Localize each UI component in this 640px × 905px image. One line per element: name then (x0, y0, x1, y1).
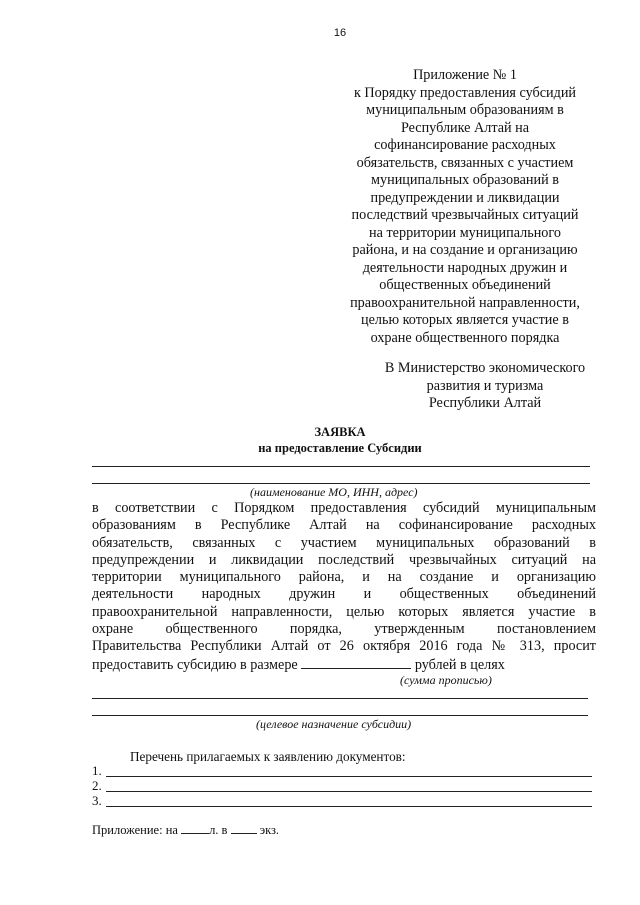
annex-line: обязательств, связанных с участием (356, 154, 574, 171)
annex-header (335, 67, 595, 347)
annex-line: последствий чрезвычайных ситуаций (351, 207, 579, 223)
annex-line: охране общественного порядка (370, 329, 560, 346)
page-number: 16 (333, 27, 347, 39)
attachment-line[interactable] (106, 806, 592, 807)
annex-line: общественных объединений (379, 277, 551, 293)
annex-line: Республике Алтай на (400, 119, 530, 136)
document-title: ЗАЯВКА (314, 425, 366, 439)
annex-line: предупреждении и ликвидации (370, 189, 560, 206)
mo-name-line-2 (92, 483, 590, 484)
body-line: Правительства Республики Алтай от 26 октября 2016 года № 313, просит (92, 638, 596, 655)
subsidy-amount-field[interactable] (301, 656, 411, 669)
appendix-line (92, 822, 279, 838)
appendix-mid: л. в (209, 823, 228, 837)
annex-line: муниципальным образованиям в (366, 102, 564, 118)
body-line: деятельности народных дружин и общественных объединений (92, 586, 596, 603)
body-line: предупреждении и ликвидации последствий чрезвычайных ситуаций на (92, 551, 596, 568)
annex-line: Приложение № 1 (413, 67, 517, 83)
body-line: территории муниципального района, и на создание и организацию (92, 569, 596, 586)
appendix-pages-field[interactable] (181, 822, 209, 834)
recipient-block (360, 360, 610, 413)
body-line: образованиям в Республике Алтай на софинансирование расходных (92, 517, 596, 534)
body-line: правоохранительной направленности, целью которых является участие в (92, 603, 596, 620)
purpose-caption: (целевое назначение субсидии) (256, 717, 412, 731)
annex-line: деятельности народных дружин и (362, 259, 568, 276)
attachments-title: Перечень прилагаемых к заявлению документов: (130, 749, 406, 764)
annex-line: к Порядку предоставления субсидий (353, 84, 577, 101)
mo-name-line (92, 466, 590, 467)
mo-caption: (наименование МО, ИНН, адрес) (250, 485, 418, 499)
annex-line: района, и на создание и организацию (352, 242, 578, 258)
body-line: охране общественного порядка, утвержденным постановлением (92, 621, 596, 638)
sum-caption: (сумма прописью) (400, 673, 492, 687)
attachment-row[interactable] (92, 778, 592, 792)
annex-line: софинансирование расходных (374, 137, 556, 153)
appendix-copies-field[interactable] (231, 822, 257, 834)
annex-line: правоохранительной направленности, (350, 294, 580, 311)
appendix-suffix: экз. (259, 823, 280, 837)
subsidy-amount-label: предоставить субсидию в размере (92, 656, 298, 673)
attachment-number: 1. (92, 763, 102, 778)
attachment-line[interactable] (106, 791, 592, 792)
purpose-line-2[interactable] (92, 715, 588, 716)
recipient-line: Республики Алтай (428, 395, 542, 411)
attachment-row[interactable] (92, 793, 592, 807)
document-title-block (0, 424, 640, 456)
purpose-line-1[interactable] (92, 698, 588, 699)
recipient-line: развития и туризма (426, 377, 544, 394)
appendix-prefix: Приложение: на (92, 823, 178, 837)
attachment-number: 3. (92, 793, 102, 808)
document-subtitle: на предоставление Субсидии (258, 441, 422, 455)
body-line: в соответствии с Порядком предоставления субсидий муниципальным (92, 500, 596, 516)
attachment-line[interactable] (106, 776, 592, 777)
request-body (92, 500, 596, 674)
attachment-row[interactable] (92, 763, 592, 777)
annex-line: на территории муниципального (369, 224, 561, 241)
annex-line: муниципальных образований в (371, 172, 559, 188)
body-last-line (92, 656, 596, 674)
subsidy-purpose-label: рублей в целях (414, 656, 505, 673)
annex-line: целью которых является участие в (361, 312, 569, 328)
body-line: обязательств, связанных с участием муниципальных образований в (92, 534, 596, 551)
attachment-number: 2. (92, 778, 102, 793)
recipient-line: В Министерство экономического (384, 360, 586, 376)
